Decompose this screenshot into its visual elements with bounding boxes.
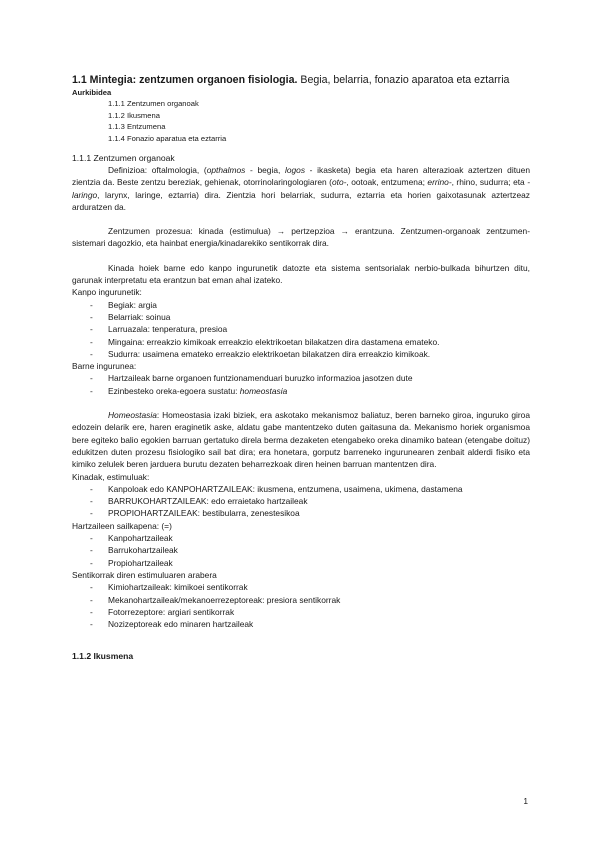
list-item: - PROPIOHARTZAILEAK: bestibularra, zenestesikoa xyxy=(72,507,530,519)
receptors-heading: Hartzaileen sailkapena: (=) xyxy=(72,520,172,531)
definition-text: , rhino, sudurra; eta xyxy=(451,177,528,188)
list-item: - Hartzaileak barne organoen funtzionamenduari buruzko informazioa jasotzen dute xyxy=(72,372,530,384)
definition-text: - ikasketa) begia eta haren alterazioak aztertzen dituen zientzia da. Beste zentzu bereziak, gehienak, otorrinolaringologiaren ( xyxy=(72,165,530,188)
toc-item[interactable]: 1.1.2 Ikusmena xyxy=(108,110,160,120)
definition-italic: errino- xyxy=(427,177,452,188)
list-item: - Nozizeptoreak edo minaren hartzaileak xyxy=(72,618,530,630)
stimuli-list xyxy=(72,483,530,520)
homeostasis-text: : Homeostasia izaki biziek, era askotako mekanismoz baliatuz, beren barneko giroa, inguruko giroa edozein delarik ere, haren eraginetik aske, aldatu gabe mantentzeko duten gaitasuna da. Mekanismo horiek organismoa bere egiteko balio egokien barruan gertatuko direla berma dezaketen etengabeko oreka dinamiko batean (etengabe doituz) edukitzen duten prozesu fisiologiko sail bat dira; era honetara, gorputz barreneko ingurunearen zenbait alderdi fisiko eta kimiko zelulek beren jarduera burutu dezaten beharrezkoak diren heinen barruan mantentzen dira. xyxy=(72,410,530,470)
list-item: - Propiohartzaileak xyxy=(72,557,530,569)
homeostasis-term: Homeostasia xyxy=(108,410,157,421)
toc-heading: Aurkibidea xyxy=(72,88,112,97)
list-item: - Kimiohartzaileak: kimikoei sentikorrak xyxy=(72,581,530,593)
list-item-italic: homeostasia xyxy=(239,385,288,396)
list-item: - Mekanohartzaileak/mekanoerrezeptoreak: presiora sentikorrak xyxy=(72,594,530,606)
list-item: - Kanpoloak edo KANPOHARTZAILEAK: ikusmena, entzumena, usaimena, ukimena, dastamena xyxy=(72,483,530,495)
receptors-list xyxy=(72,532,530,569)
title-rest: Begia, belarria, fonazio aparatoa eta eztarria xyxy=(297,74,510,86)
sensory-heading: Sentikorrak diren estimuluaren arabera xyxy=(72,569,217,580)
title-bold: 1.1 Mintegia: zentzumen organoen fisiologia. xyxy=(72,74,298,86)
internal-list xyxy=(72,372,530,397)
definition-text: , larynx, laringe, eztarria) dira. Zientzia hori belarriak, sudurra, eztarria eta horien gaixotasunak aztertzeaz arduratzen da. xyxy=(72,189,530,212)
list-item: - Begiak: argia xyxy=(72,299,530,311)
section-heading-ikusmena: 1.1.2 Ikusmena xyxy=(72,651,134,662)
list-item xyxy=(72,385,530,397)
sensory-list xyxy=(72,581,530,630)
list-item: - BARRUKOHARTZAILEAK: edo erraietako hartzaileak xyxy=(72,495,530,507)
list-item: - Barrukohartzaileak xyxy=(72,544,530,556)
list-item-text: Ezinbesteko oreka-egoera sustatu: xyxy=(108,385,240,396)
toc-item[interactable]: 1.1.3 Entzumena xyxy=(108,122,166,131)
list-item: - Belarriak: soinua xyxy=(72,311,530,323)
process-paragraph: Zentzumen prozesua: kinada (estimulua) → pertzepzioa → erantzuna. Zentzumen-organoak zentzumen-sistemari dagozkio, eta hainbat energia/kinadarekiko sentikorrak dira. xyxy=(72,226,530,249)
definition-text: Definizioa: oftalmologia, ( xyxy=(108,165,207,175)
list-item: - Fotorrezeptore: argiari sentikorrak xyxy=(72,606,530,618)
external-heading: Kanpo ingurunetik: xyxy=(72,287,142,298)
list-item: - Mingaina: erreakzio kimikoak erreakzio elektrikoetan bilakatzen dira dastamena emateko. xyxy=(72,336,530,348)
page-content xyxy=(72,73,530,662)
definition-italic: opthalmos xyxy=(206,165,246,175)
definition-text: , ootoak, entzumena; xyxy=(346,177,428,188)
document-title xyxy=(72,73,530,87)
definition-italic: logos xyxy=(284,165,306,175)
list-item: - Kanpohartzaileak xyxy=(72,532,530,544)
definition-paragraph xyxy=(72,164,530,213)
internal-heading: Barne ingurunea: xyxy=(72,361,137,372)
toc-item[interactable]: 1.1.1 Zentzumen organoak xyxy=(108,99,199,108)
toc-item[interactable]: 1.1.4 Fonazio aparatua eta eztarria xyxy=(108,133,227,143)
table-of-contents xyxy=(108,98,530,144)
list-item: - Larruazala: tenperatura, presioa xyxy=(72,323,530,335)
definition-text: - begia, xyxy=(245,165,285,175)
stimuli-intro-paragraph: Kinada hoiek barne edo kanpo ingurunetik datozte eta sistema sentsorialak nerbio-bulkada bihurtzen ditu, garunak interpretatu eta erantzun bat eman ahal izateko. xyxy=(72,262,530,286)
definition-italic: oto- xyxy=(331,177,347,188)
homeostasis-paragraph xyxy=(72,409,530,470)
list-item: - Sudurra: usaimena emateko erreakzio elektrikoetan bilakatzen dira erreakzio kimikoak. xyxy=(72,348,530,360)
external-list xyxy=(72,299,530,360)
definition-italic: -laringo xyxy=(72,177,531,200)
section-heading-zentzumen: 1.1.1 Zentzumen organoak xyxy=(72,153,175,163)
stimuli-heading: Kinadak, estimuluak: xyxy=(72,471,150,482)
page-number: 1 xyxy=(523,796,528,806)
